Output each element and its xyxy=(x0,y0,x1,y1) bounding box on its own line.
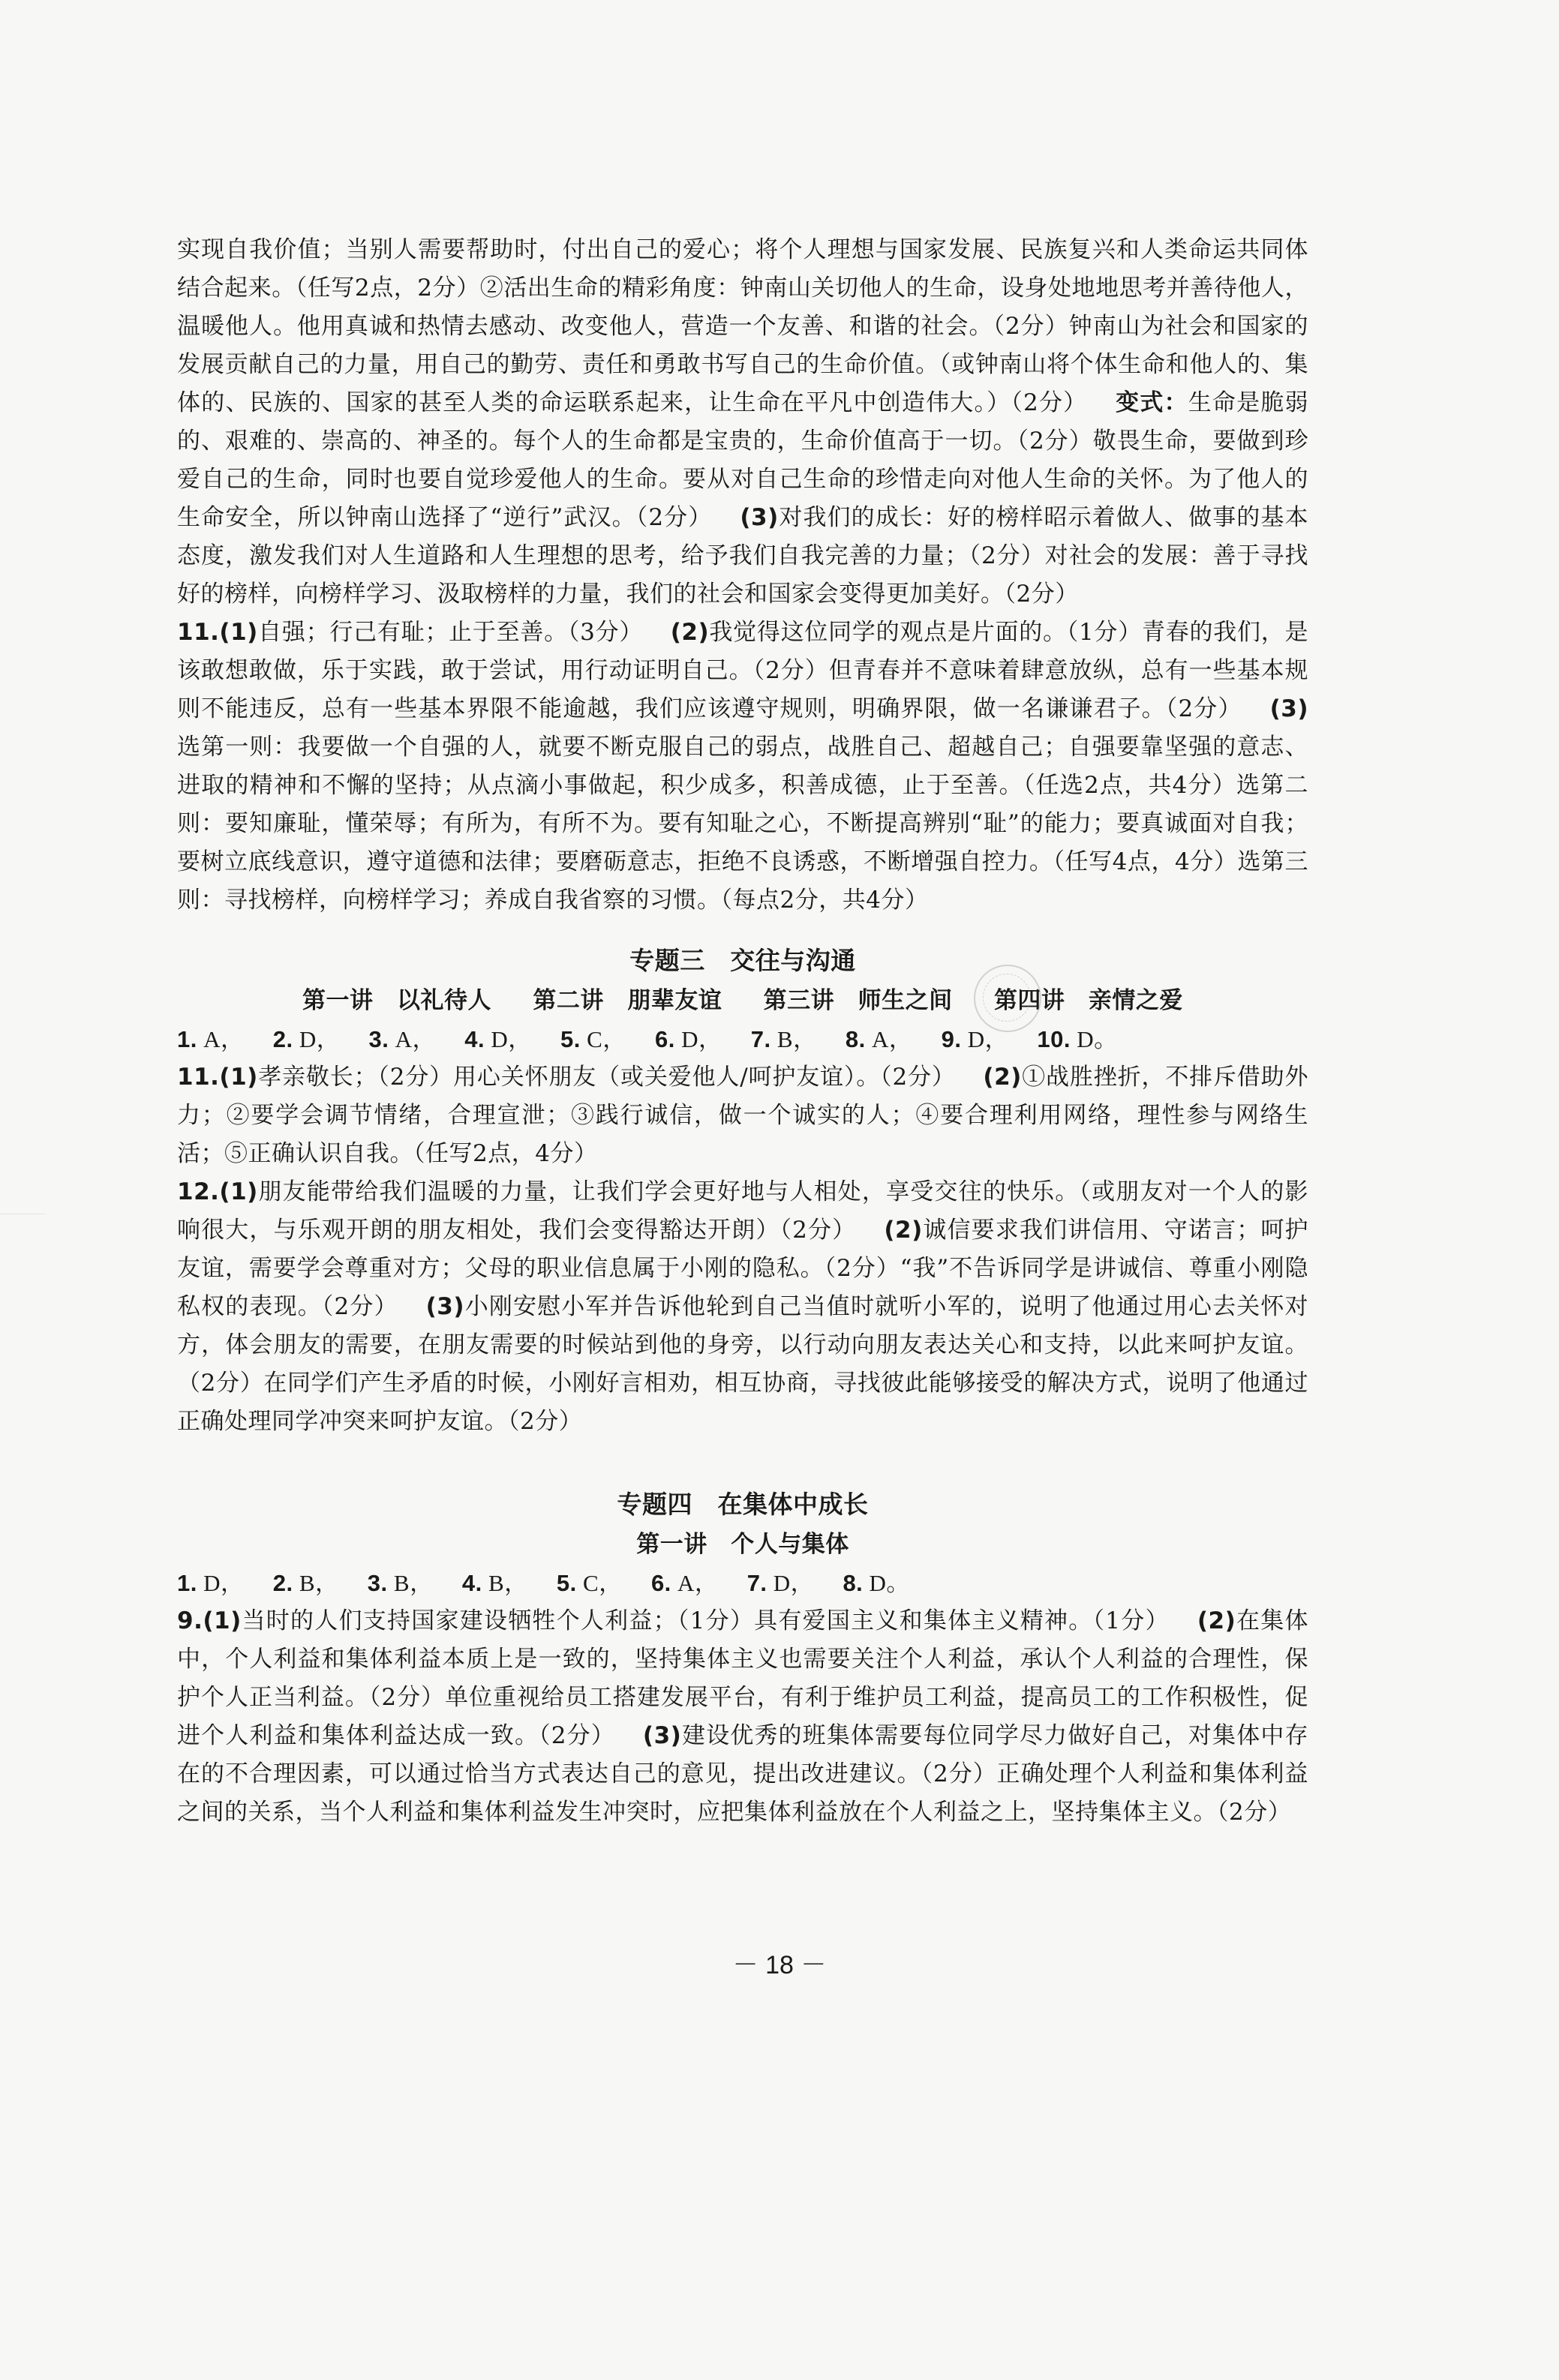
mc-answer: 3. A， xyxy=(368,1026,436,1052)
part-label: (3) xyxy=(425,1293,465,1320)
question-9-section4 xyxy=(177,1602,1308,1832)
watermark-stamp xyxy=(974,965,1041,1032)
question-11 xyxy=(177,614,1308,920)
page-number: － 18 － xyxy=(732,1951,827,1979)
section-title: 专题四 在集体中成长 xyxy=(617,1490,869,1519)
mc-answer: 2. D， xyxy=(272,1026,341,1052)
lecture-item: 第二讲 朋辈友谊 xyxy=(533,987,722,1014)
part-label: (3) xyxy=(642,1722,682,1749)
mc-answer: 7. B， xyxy=(750,1026,817,1052)
part-label: (2) xyxy=(884,1217,923,1244)
part-label: (1) xyxy=(219,1064,258,1091)
part-label: (3) xyxy=(1269,695,1308,722)
text-run: 当时的人们支持国家建设牺牲个人利益；（1分）具有爱国主义和集体主义精神。（1分） xyxy=(241,1607,1170,1634)
mc-answer: 6. A， xyxy=(650,1570,719,1596)
text-run: 我觉得这位同学的观点是片面的。（1分）青春的我们，是该敢想敢做，乐于实践，敢于尝试，用行动证明自己。（2分）但青春并不意味着肆意放纵，总有一些基本规则不能违反，总有一些基本界限不能逾越，我们应该遵守规则，明确界限，做一名谦谦君子。（2分） xyxy=(177,619,1308,722)
text-run: 建设优秀的班集体需要每位同学尽力做好自己，对集体中存在的不合理因素，可以通过恰当方式表达自己的意见，提出改进建议。（2分）正确处理个人利益和集体利益之间的关系，当个人利益和集体利益发生冲突时，应把集体利益放在个人利益之上，坚持集体主义。（2分） xyxy=(177,1722,1308,1826)
text-run: 诚信要求我们讲信用、守诺言；呵护友谊，需要学会尊重对方；父母的职业信息属于小刚的隐私。（2分）“我”不告诉同学是讲诚信、尊重小刚隐私权的表现。（2分） xyxy=(177,1217,1308,1320)
text-run: 生命是脆弱的、艰难的、崇高的、神圣的。每个人的生命都是宝贵的，生命价值高于一切。（2分）敬畏生命，要做到珍爱自己的生命，同时也要自觉珍爱他人的生命。要从对自己生命的珍惜走向对他人生命的关怀。为了他人的生命安全，所以钟南山选择了“逆行”武汉。（2分） xyxy=(177,389,1309,531)
question-number: 9. xyxy=(177,1607,203,1634)
lecture-item: 第四讲 亲情之爱 xyxy=(993,987,1183,1014)
text-run: ①战胜挫折，不排斥借助外力；②要学会调节情绪，合理宣泄；③践行诚信，做一个诚实的人；④要合理利用网络，理性参与网络生活；⑤正确认识自我。（任写2点，4分） xyxy=(177,1064,1309,1167)
text-run: 选第一则：我要做一个自强的人，就要不断克服自己的弱点，战胜自己、超越自己；自强要靠坚强的意志、进取的精神和不懈的坚持；从点滴小事做起，积少成多，积善成德，止于至善。（任选2点，共4分）选第二则：要知廉耻，懂荣辱；有所为，有所不为。要有知耻之心，不断提高辨别“耻”的能力；要真诚面对自我；要树立底线意识，遵守道德和法律；要磨砺意志，拒绝不良诱惑，不断增强自控力。（任写4点，4分）选第三则：寻找榜样，向榜样学习；养成自我省察的习惯。（每点2分，共4分） xyxy=(177,734,1308,914)
part-label: (2) xyxy=(670,619,710,646)
text-run: 自强；行己有耻；止于至善。（3分） xyxy=(257,619,644,646)
bold-label: 变式： xyxy=(1115,389,1188,416)
part-label: (2) xyxy=(983,1064,1022,1091)
text-run: 在集体中，个人利益和集体利益本质上是一致的，坚持集体主义也需要关注个人利益，承认个人利益的合理性，保护个人正当利益。（2分）单位重视给员工搭建发展平台，有利于维护员工利益，提高员工的工作积极性，促进个人利益和集体利益达成一致。（2分） xyxy=(177,1607,1309,1749)
section-title: 专题三 交往与沟通 xyxy=(629,946,856,975)
text-run: 实现自我价值；当别人需要帮助时，付出自己的爱心；将个人理想与国家发展、民族复兴和人类命运共同体结合起来。（任写2点，2分）②活出生命的精彩角度：钟南山关切他人的生命，设身处地地思考并善待他人，温暖他人。他用真诚和热情去感动、改变他人，营造一个友善、和谐的社会。（2分）钟南山为社会和国家的发展贡献自己的力量，用自己的勤劳、责任和勇敢书写自己的生命价值。（或钟南山将个体生命和他人的、集体的、民族的、国家的甚至人类的命运联系起来，让生命在平凡中创造伟大。）（2分） xyxy=(177,236,1308,416)
lecture-item: 第一讲 个人与集体 xyxy=(636,1531,849,1558)
mc-answer: 1. D， xyxy=(177,1570,245,1596)
paragraph-continued xyxy=(177,231,1308,614)
lecture-list xyxy=(177,981,1308,1020)
answer-content xyxy=(177,231,1308,1832)
bold-label: (3) xyxy=(740,504,779,531)
question-number: 11. xyxy=(177,619,220,646)
mc-answer: 8. A， xyxy=(845,1026,913,1052)
mc-answer: 10. D。 xyxy=(1037,1026,1118,1052)
part-label: (1) xyxy=(219,1178,258,1205)
mc-answer: 6. D， xyxy=(655,1026,722,1052)
part-label: (2) xyxy=(1197,1607,1236,1634)
text-run: 对我们的成长：好的榜样昭示着做人、做事的基本态度，激发我们对人生道路和人生理想的思考，给予我们自我完善的力量；（2分）对社会的发展：善于寻找好的榜样，向榜样学习、汲取榜样的力量，我们的社会和国家会变得更加美好。（2分） xyxy=(177,504,1309,608)
mc-answer: 9. D， xyxy=(941,1026,1009,1052)
question-12-section3 xyxy=(177,1173,1308,1441)
lecture-item: 第三讲 师生之间 xyxy=(763,987,953,1014)
part-label: (1) xyxy=(203,1607,242,1634)
multiple-choice-answers xyxy=(177,1564,1308,1602)
multiple-choice-answers xyxy=(177,1020,1308,1058)
text-run: 朋友能带给我们温暖的力量，让我们学会更好地与人相处，享受交往的快乐。（或朋友对一个人的影响很大，与乐观开朗的朋友相处，我们会变得豁达开朗）（2分） xyxy=(177,1178,1308,1244)
text-run: 孝亲敬长；（2分）用心关怀朋友（或关爱他人/呵护友谊）。（2分） xyxy=(257,1064,956,1091)
mc-answer: 5. C， xyxy=(556,1570,623,1596)
mc-answer: 7. D， xyxy=(746,1570,815,1596)
mc-answer: 5. C， xyxy=(560,1026,626,1052)
text-run: 小刚安慰小军并告诉他轮到自己当值时就听小军的，说明了他通过用心去关怀对方，体会朋友的需要，在朋友需要的时候站到他的身旁，以行动向朋友表达关心和支持，以此来呵护友谊。（2分）在同学们产生矛盾的时候，小刚好言相劝，相互协商，寻找彼此能够接受的解决方式，说明了他通过正确处理同学冲突来呵护友谊。（2分） xyxy=(177,1293,1308,1435)
mc-answer: 2. B， xyxy=(272,1570,339,1596)
mc-answer: 4. B， xyxy=(461,1570,528,1596)
mc-answer: 3. B， xyxy=(367,1570,434,1596)
mc-answer: 8. D。 xyxy=(843,1570,910,1596)
question-number: 12. xyxy=(177,1178,220,1205)
question-11-section3 xyxy=(177,1058,1308,1173)
mc-answer: 1. A， xyxy=(177,1026,245,1052)
lecture-item: 第一讲 以礼待人 xyxy=(302,987,492,1014)
part-label: (1) xyxy=(219,619,258,646)
question-number: 11. xyxy=(177,1064,220,1091)
mc-answer: 4. D， xyxy=(464,1026,532,1052)
